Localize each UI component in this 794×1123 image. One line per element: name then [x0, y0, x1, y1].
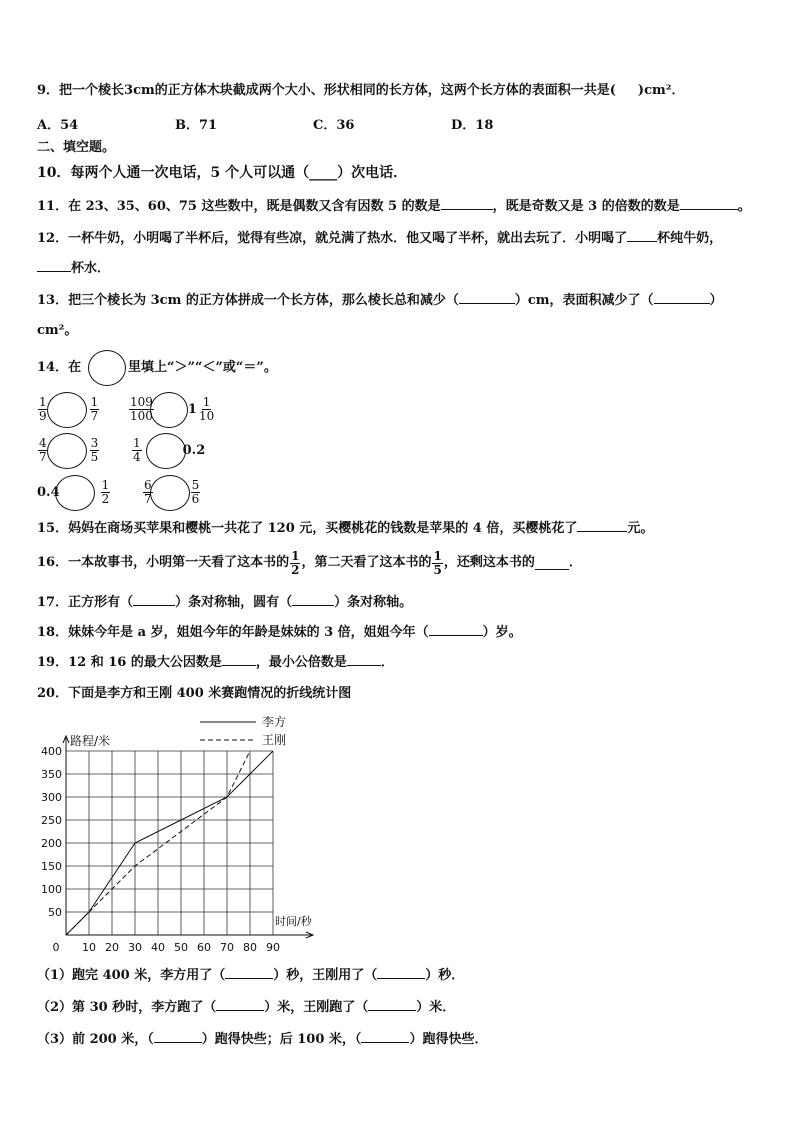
x-tick-label: 10: [82, 941, 96, 954]
y-tick-label: 400: [41, 745, 62, 758]
chart-ticks: [41, 733, 313, 954]
q13-blank-2[interactable]: [654, 291, 710, 304]
q20-sub1-blank-2[interactable]: [377, 966, 425, 979]
x-tick-label: 20: [105, 941, 119, 954]
q13-line1: 13．把三个棱长为 3cm 的正方体拼成一个长方体，那么棱长总和减少（ ）cm，表面积减少了（ ）: [37, 293, 723, 308]
q12-blank-1[interactable]: [627, 229, 657, 242]
legend-label-1: 李方: [262, 715, 287, 729]
q20-sub3-blank-2[interactable]: [361, 1030, 409, 1043]
y-tick-label: 50: [48, 906, 62, 919]
q14-item-1: $\frac{1}{9}$ $\frac{1}{7}$: [39, 394, 99, 423]
y-tick-label: 150: [41, 860, 62, 873]
x-tick-label: 50: [174, 941, 188, 954]
q14-item-4: $\frac{1}{4}$ 0.2: [133, 435, 206, 464]
q14-item-5: 0.4 $\frac{1}{2}$: [37, 477, 110, 506]
q17: 17．正方形有（ ）条对称轴，圆有（ ）条对称轴。: [37, 595, 413, 610]
q16: 16．一本故事书，小明第一天看了这本书的 $\frac{1}{2}$ ，第二天看了这本书的 $\frac{1}{5}$ ，还剩这本书的 ．: [37, 548, 582, 577]
q18: 18．妹妹今年是 a 岁，姐姐今年的年龄是妹妹的 3 倍，姐姐今年（ ）岁。: [37, 625, 522, 640]
q9-option-a[interactable]: A．54: [37, 118, 79, 133]
race-line-chart: [30, 705, 350, 960]
x-tick-label: 90: [266, 941, 280, 954]
q11-blank-2[interactable]: [680, 197, 738, 210]
x-axis-label: 时间/秒: [275, 915, 312, 928]
q15: 15．妈妈在商场买苹果和樱桃一共花了 120 元，买樱桃花的钱数是苹果的 4 倍，买樱桃花了 元。: [37, 521, 654, 536]
x-tick-label: 80: [243, 941, 257, 954]
q14-item-2-circle[interactable]: [150, 392, 188, 428]
q19: 19．12 和 16 的最大公因数是 ，最小公倍数是 ．: [37, 655, 394, 670]
q13-line2: cm²。: [37, 323, 78, 338]
legend-label-2: 王刚: [262, 733, 287, 747]
q17-blank-1[interactable]: [133, 593, 175, 606]
y-tick-label: 350: [41, 768, 62, 781]
q16-blank[interactable]: [535, 557, 569, 570]
q12-line1: 12．一杯牛奶，小明喝了半杯后，觉得有些凉，就兑满了热水．他又喝了半杯，就出去玩了．小明喝了 杯纯牛奶，: [37, 231, 723, 246]
q20-sub1: （1）跑完 400 米，李方用了（ ）秒，王刚用了（ ）秒．: [37, 968, 465, 983]
q11-blank-1[interactable]: [441, 197, 493, 210]
q19-blank-2[interactable]: [347, 653, 381, 666]
q14-instruction: 里填上“＞”“＜”或“＝”。: [128, 360, 277, 375]
chart-grid: [66, 751, 273, 935]
y-tick-label: 100: [41, 883, 62, 896]
q9-option-c[interactable]: C．36: [313, 118, 355, 133]
q12-line2: 杯水．: [37, 259, 110, 278]
q10: 10．每两个人通一次电话，5 个人可以通（____）次电话．: [37, 165, 408, 181]
q10-blank[interactable]: ____: [309, 165, 338, 181]
q14-item-3: $\frac{4}{7}$ $\frac{3}{5}$: [39, 435, 99, 464]
q20-sub3-blank-1[interactable]: [154, 1030, 202, 1043]
chart-legend: [200, 714, 286, 747]
y-tick-label: 250: [41, 814, 62, 827]
q14-item-2: $\frac{109}{100}$ 1 $\frac{1}{10}$: [130, 394, 215, 423]
x-tick-label: 60: [197, 941, 211, 954]
q18-blank[interactable]: [429, 623, 483, 636]
q20-sub3: （3）前 200 米，（ ）跑得快些；后 100 米，（ ）跑得快些．: [37, 1032, 488, 1047]
q9-stem: 9．把一个棱长3cm的正方体木块截成两个大小、形状相同的长方体，这两个长方体的表面积一共是( )cm²．: [37, 83, 685, 98]
y-tick-label: 200: [41, 837, 62, 850]
q20-sub2-blank-2[interactable]: [368, 998, 416, 1011]
q11: 11．在 23、35、60、75 这些数中，既是偶数又含有因数 5 的数是 ，既是奇数又是 3 的倍数的数是 。: [37, 199, 751, 214]
x-tick-label: 70: [220, 941, 234, 954]
x-tick-label: 40: [151, 941, 165, 954]
q14-item-3-circle[interactable]: [47, 433, 87, 469]
q20-sub2-blank-1[interactable]: [216, 998, 264, 1011]
y-axis-label: 路程/米: [70, 734, 111, 748]
q9-option-d[interactable]: D．18: [451, 118, 494, 133]
q12-blank-2[interactable]: [37, 259, 71, 272]
chart-axes: [63, 736, 313, 938]
q14-item-4-circle[interactable]: [146, 433, 186, 469]
q9-option-b[interactable]: B．71: [175, 118, 218, 133]
x-tick-label: 30: [128, 941, 142, 954]
q19-blank-1[interactable]: [222, 653, 256, 666]
q14-item-6: $\frac{6}{7}$ $\frac{5}{6}$: [144, 477, 200, 506]
q13-blank-1[interactable]: [459, 291, 515, 304]
origin-label: 0: [52, 941, 60, 954]
q20-sub1-blank-1[interactable]: [225, 966, 273, 979]
q17-blank-2[interactable]: [292, 593, 334, 606]
q14-sample-circle: [88, 350, 126, 386]
q14-item-1-circle[interactable]: [47, 392, 87, 428]
section-fill-blank-heading: 二、填空题。: [37, 140, 116, 155]
q20-title: 20．下面是李方和王刚 400 米赛跑情况的折线统计图: [37, 686, 352, 701]
q20-sub2: （2）第 30 秒时，李方跑了（ ）米，王刚跑了（ ）米．: [37, 1000, 456, 1015]
y-tick-label: 300: [41, 791, 62, 804]
q14-item-5-circle[interactable]: [55, 475, 95, 511]
q14-item-6-circle[interactable]: [150, 475, 190, 511]
q15-blank[interactable]: [577, 519, 627, 532]
q14-prefix: 14．在: [37, 360, 82, 375]
